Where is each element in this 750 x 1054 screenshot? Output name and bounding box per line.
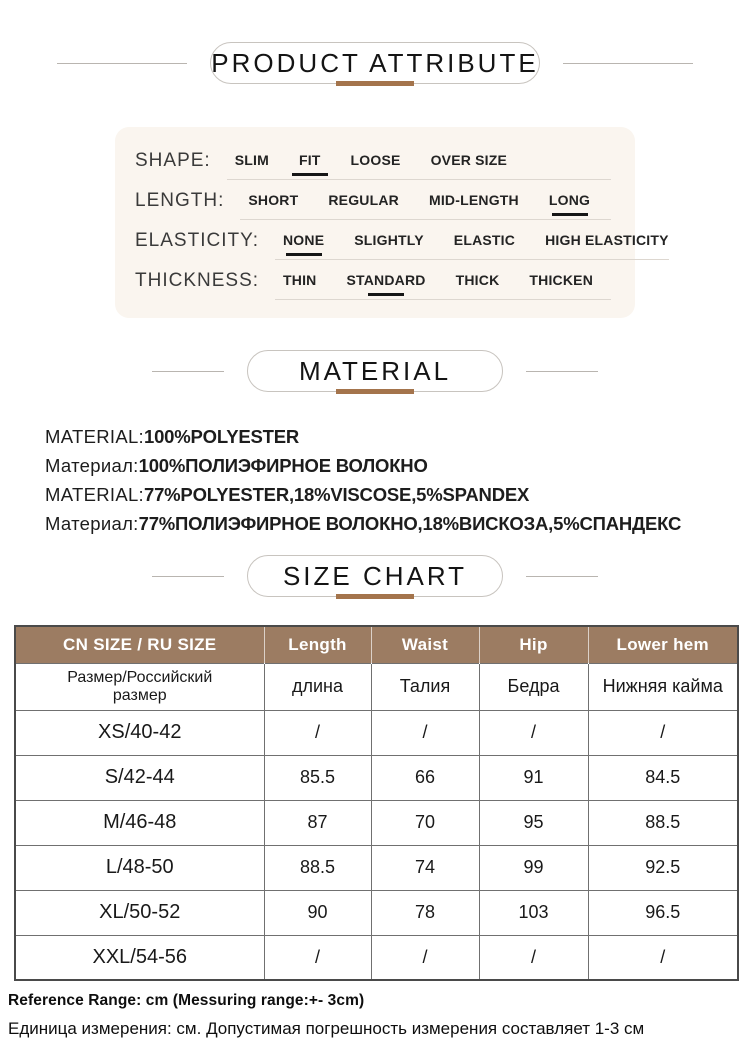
material-label: Материал: bbox=[45, 455, 139, 476]
measurement-cell: / bbox=[264, 710, 371, 755]
measurement-cell: / bbox=[371, 710, 479, 755]
measurement-cell: 91 bbox=[479, 755, 588, 800]
attribute-row bbox=[135, 269, 611, 300]
size-chart-title-row bbox=[0, 555, 750, 597]
material-line bbox=[45, 509, 750, 538]
title-right-line bbox=[563, 63, 693, 64]
product-attribute-title-box bbox=[210, 42, 540, 84]
material-line bbox=[45, 451, 750, 480]
attributes-panel bbox=[115, 127, 669, 318]
attribute-option-selected: STANDARD bbox=[346, 272, 426, 288]
title-accent-bar bbox=[336, 81, 414, 86]
measurement-cell: / bbox=[479, 935, 588, 980]
attribute-label: LENGTH: bbox=[135, 190, 225, 211]
material-title-row bbox=[0, 350, 750, 392]
size-chart-head bbox=[15, 626, 738, 663]
material-line bbox=[45, 480, 750, 509]
attribute-option-selected: LONG bbox=[548, 192, 591, 208]
measurement-cell: 70 bbox=[371, 800, 479, 845]
material-value: 100%POLYESTER bbox=[144, 426, 300, 447]
attribute-option: THIN bbox=[283, 272, 317, 288]
measurement-notes bbox=[8, 992, 750, 1039]
measurement-cell: 87 bbox=[264, 800, 371, 845]
title-left-line bbox=[152, 371, 224, 372]
material-value: 100%ПОЛИЭФИРНОЕ ВОЛОКНО bbox=[138, 455, 428, 476]
title-left-line bbox=[57, 63, 187, 64]
attribute-row bbox=[135, 149, 611, 180]
size-chart-subheader-text: Размер/Российский размер bbox=[67, 668, 213, 704]
title-right-line bbox=[526, 371, 598, 372]
size-chart-subheader-text: Нижняя кайма bbox=[602, 676, 723, 696]
product-attribute-title: PRODUCT ATTRIBUTE bbox=[211, 47, 539, 78]
attribute-options bbox=[275, 229, 669, 260]
size-chart-title: SIZE CHART bbox=[282, 560, 468, 591]
material-label: Материал: bbox=[45, 513, 139, 534]
measurement-cell: 74 bbox=[371, 845, 479, 890]
measurement-cell: 88.5 bbox=[264, 845, 371, 890]
measurement-cell: 103 bbox=[479, 890, 588, 935]
size-chart-subheader-row bbox=[15, 663, 738, 710]
measurement-unit-note-ru: Единица измерения: см. Допустимая погрешность измерения составляет 1-3 см bbox=[8, 1019, 645, 1038]
size-cell: XXL/54-56 bbox=[15, 935, 264, 980]
measurement-cell: / bbox=[264, 935, 371, 980]
size-chart-row bbox=[15, 845, 738, 890]
material-value: 77%POLYESTER,18%VISCOSE,5%SPANDEX bbox=[144, 484, 530, 505]
attribute-option: SLIM bbox=[234, 152, 269, 168]
attribute-option: ELASTIC bbox=[453, 232, 516, 248]
size-chart-header-cell: Hip bbox=[479, 626, 588, 663]
size-chart-header-cell: Lower hem bbox=[588, 626, 738, 663]
product-attribute-title-row bbox=[0, 42, 750, 84]
size-chart-subheader-cell bbox=[264, 663, 371, 710]
reference-range-note: Reference Range: cm (Messuring range:+- 3cm) bbox=[8, 992, 365, 1009]
material-title-box bbox=[247, 350, 503, 392]
size-cell: XS/40-42 bbox=[15, 710, 264, 755]
attribute-option: REGULAR bbox=[328, 192, 399, 208]
size-cell: XL/50-52 bbox=[15, 890, 264, 935]
size-chart-row bbox=[15, 710, 738, 755]
attribute-option: THICKEN bbox=[529, 272, 594, 288]
measurement-cell: / bbox=[588, 710, 738, 755]
size-chart-subheader-cell bbox=[15, 663, 264, 710]
attribute-options bbox=[240, 189, 611, 220]
material-title: MATERIAL bbox=[298, 355, 452, 386]
size-chart-row bbox=[15, 800, 738, 845]
size-cell: S/42-44 bbox=[15, 755, 264, 800]
attribute-option: SLIGHTLY bbox=[354, 232, 424, 248]
measurement-cell: 96.5 bbox=[588, 890, 738, 935]
size-chart-header-cell: CN SIZE / RU SIZE bbox=[15, 626, 264, 663]
material-lines bbox=[45, 422, 750, 538]
material-label: MATERIAL: bbox=[45, 426, 144, 447]
size-chart-subheader-text: Бедра bbox=[507, 676, 560, 696]
attribute-option: HIGH ELASTICITY bbox=[545, 232, 669, 248]
size-chart-subheader-text: длина bbox=[291, 676, 343, 696]
attribute-option-selected: NONE bbox=[282, 232, 325, 248]
material-line bbox=[45, 422, 750, 451]
measurement-cell: 66 bbox=[371, 755, 479, 800]
size-chart-subheader-text: Талия bbox=[399, 676, 451, 696]
size-chart-row bbox=[15, 935, 738, 980]
attribute-option: MID-LENGTH bbox=[428, 192, 519, 208]
size-chart-table bbox=[14, 625, 739, 981]
size-cell: M/46-48 bbox=[15, 800, 264, 845]
measurement-cell: 99 bbox=[479, 845, 588, 890]
attribute-label: THICKNESS: bbox=[135, 270, 260, 291]
title-right-line bbox=[526, 576, 598, 577]
measurement-cell: 95 bbox=[479, 800, 588, 845]
measurement-cell: 78 bbox=[371, 890, 479, 935]
attribute-options bbox=[227, 149, 611, 180]
measurement-cell: 90 bbox=[264, 890, 371, 935]
size-cell: L/48-50 bbox=[15, 845, 264, 890]
size-chart-title-box bbox=[247, 555, 503, 597]
size-chart-header-cell: Waist bbox=[371, 626, 479, 663]
size-chart-header-cell: Length bbox=[264, 626, 371, 663]
measurement-cell: / bbox=[588, 935, 738, 980]
material-label: MATERIAL: bbox=[45, 484, 144, 505]
attribute-option: OVER SIZE bbox=[430, 152, 508, 168]
attribute-option: LOOSE bbox=[350, 152, 401, 168]
attribute-row bbox=[135, 189, 611, 220]
title-left-line bbox=[152, 576, 224, 577]
measurement-cell: 84.5 bbox=[588, 755, 738, 800]
size-chart-row bbox=[15, 890, 738, 935]
material-value: 77%ПОЛИЭФИРНОЕ ВОЛОКНО,18%ВИСКОЗА,5%СПАНДЕКС bbox=[138, 513, 682, 534]
attribute-row bbox=[135, 229, 669, 260]
attribute-label: ELASTICITY: bbox=[135, 230, 259, 251]
attribute-option-selected: FIT bbox=[298, 152, 321, 168]
measurement-cell: / bbox=[479, 710, 588, 755]
attribute-option: SHORT bbox=[248, 192, 299, 208]
attribute-options bbox=[275, 269, 611, 300]
attribute-option: THICK bbox=[455, 272, 500, 288]
size-chart-subheader-cell bbox=[588, 663, 738, 710]
attribute-label: SHAPE: bbox=[135, 150, 211, 171]
title-accent-bar bbox=[336, 594, 414, 599]
measurement-cell: 88.5 bbox=[588, 800, 738, 845]
size-chart-subheader-cell bbox=[371, 663, 479, 710]
measurement-cell: 92.5 bbox=[588, 845, 738, 890]
size-chart-subheader-cell bbox=[479, 663, 588, 710]
title-accent-bar bbox=[336, 389, 414, 394]
measurement-cell: 85.5 bbox=[264, 755, 371, 800]
size-chart-row bbox=[15, 755, 738, 800]
measurement-cell: / bbox=[371, 935, 479, 980]
